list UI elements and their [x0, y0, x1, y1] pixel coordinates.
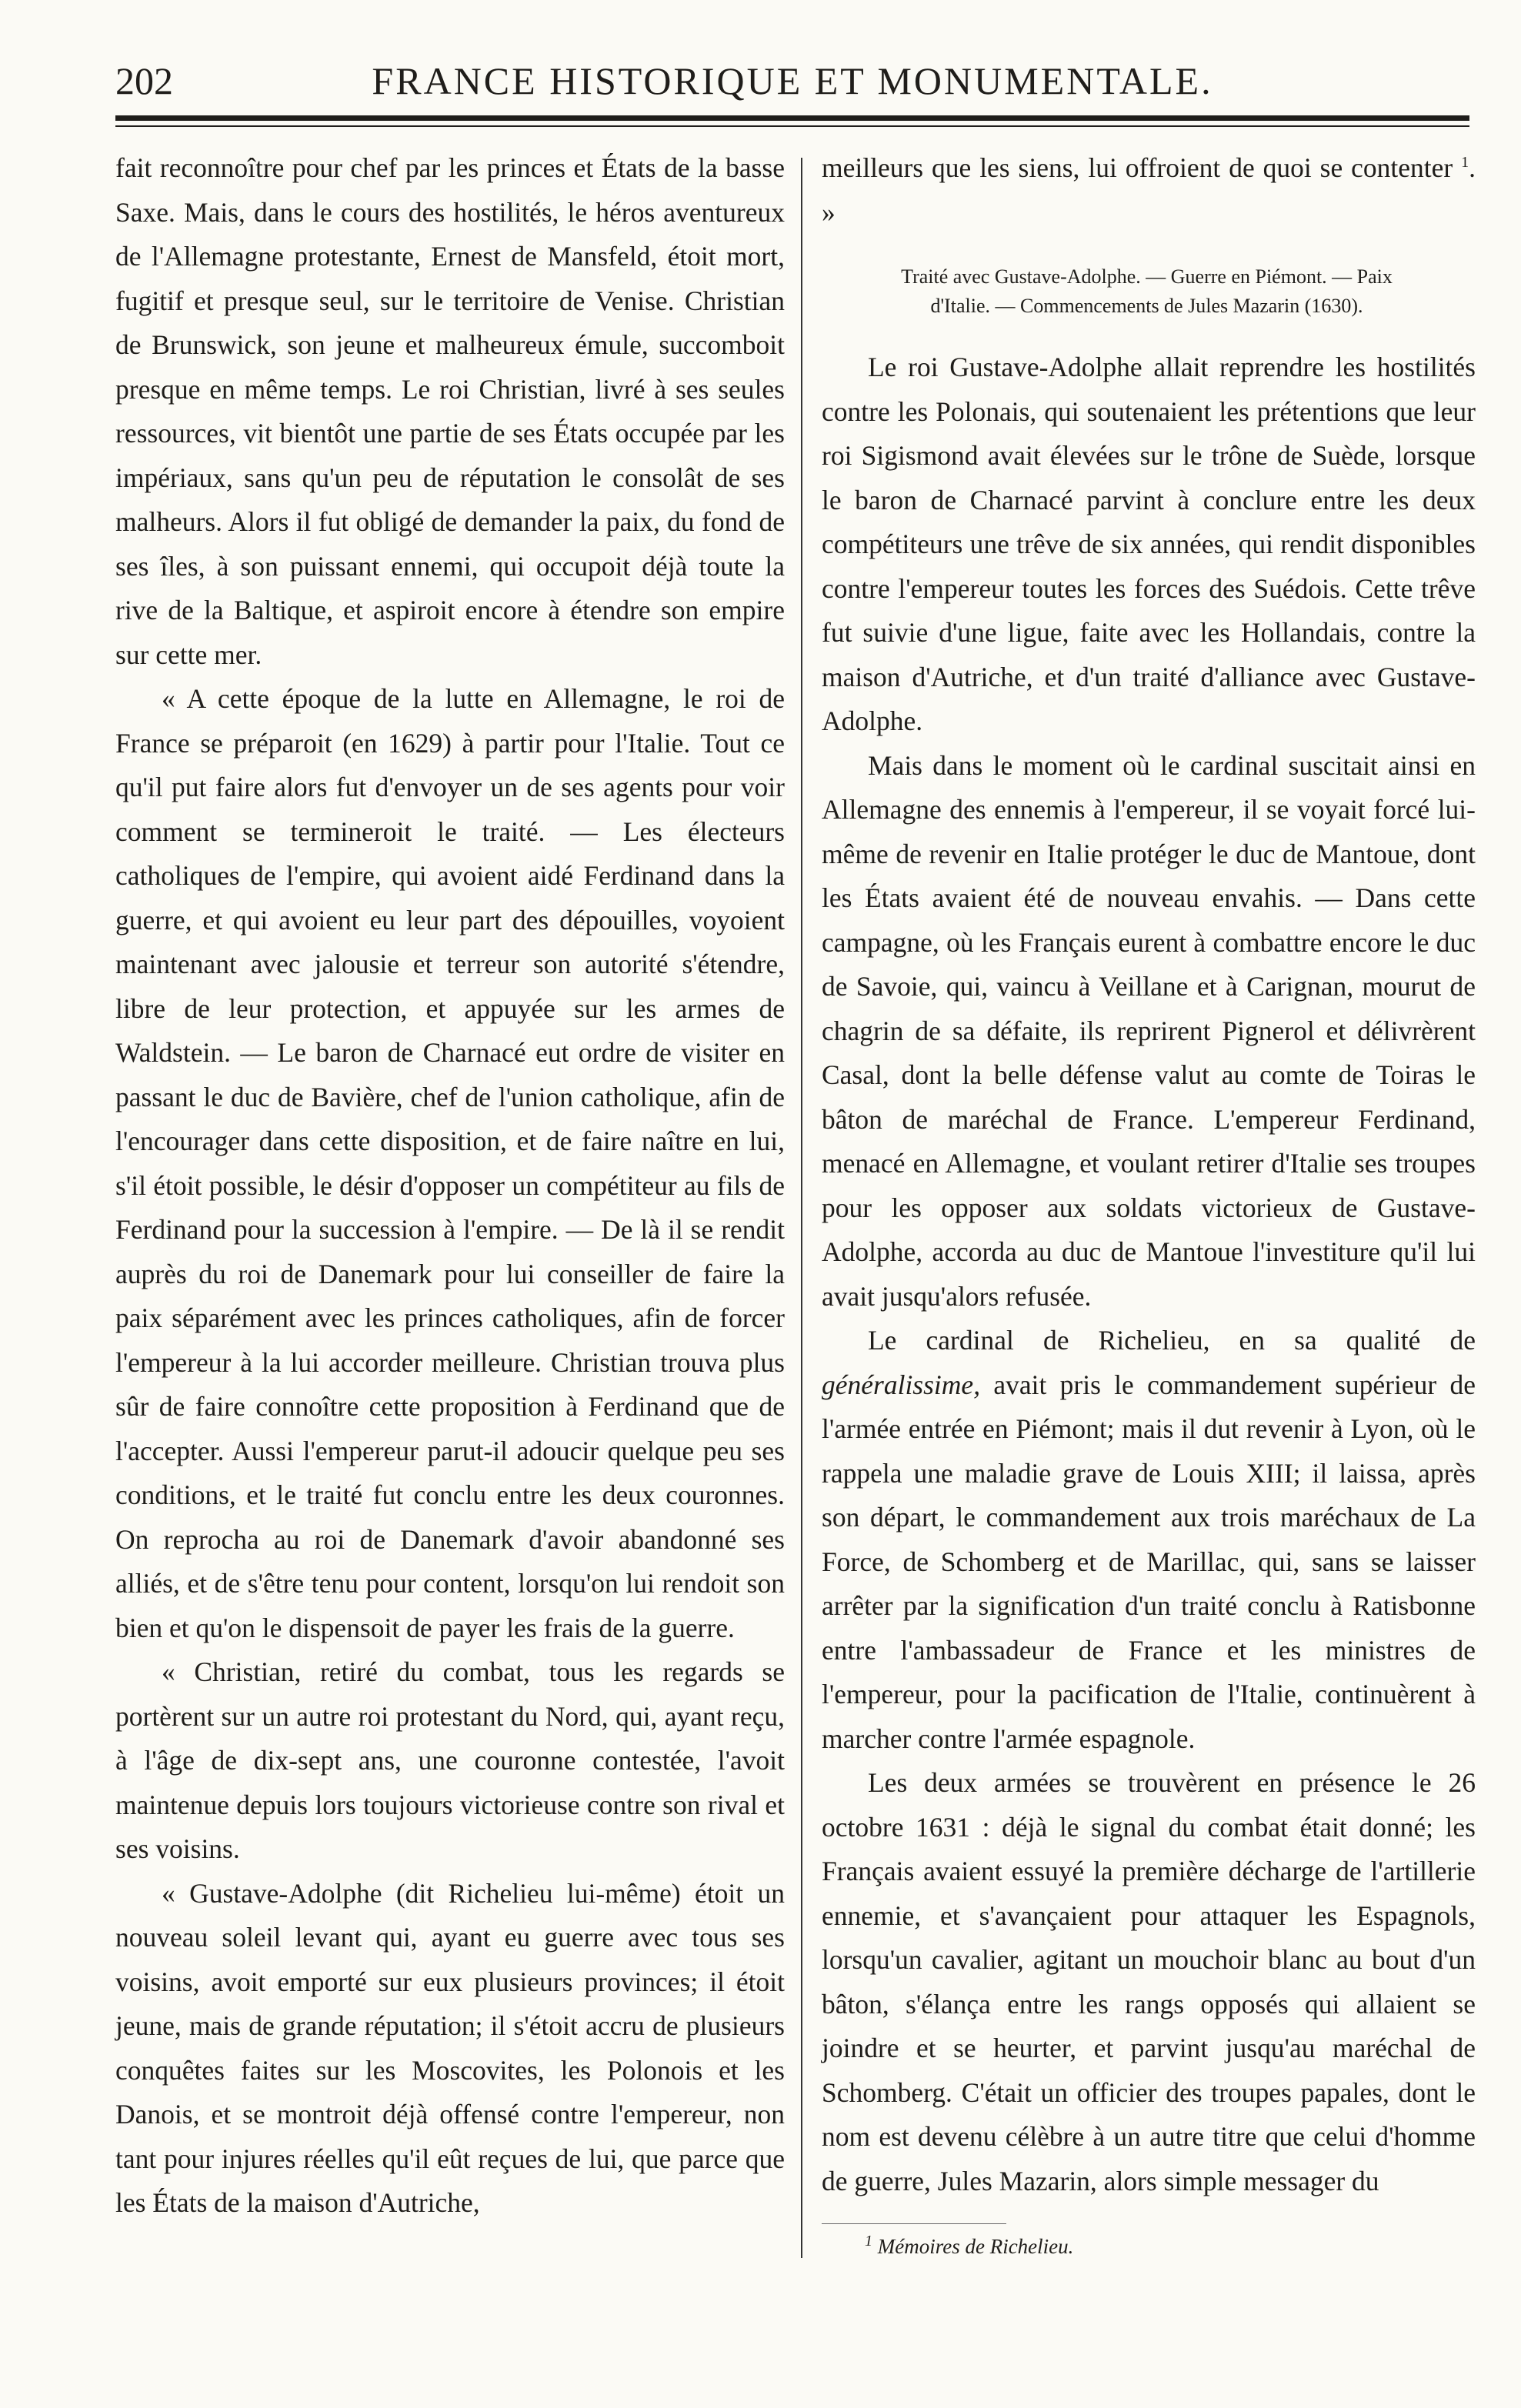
footnote-rule	[822, 2223, 1006, 2224]
page-header	[115, 46, 1469, 115]
paragraph: « A cette époque de la lutte en Allemagne, le roi de France se préparoit (en 1629) à partir pour l'Italie. Tout ce qu'il put faire alors fut d'envoyer un de ses agents pour voir comment se termineroit le traité. — Les électeurs catholiques de l'empire, qui avoient aidé Ferdinand dans la guerre, et qui avoient eu leur part des dépouilles, voyoient maintenant avec jalousie et terreur son autorité s'étendre, libre de leur protection, et appuyée sur les armes de Waldstein. — Le baron de Charnacé eut ordre de visiter en passant le duc de Bavière, chef de l'union catholique, afin de l'encourager dans cette disposition, et de faire naître en lui, s'il étoit possible, le désir d'opposer un compétiteur au fils de Ferdinand pour la succession à l'empire. — De là il se rendit auprès du roi de Danemark pour lui conseiller de faire la paix séparément avec les princes catholiques, afin de forcer l'empereur à la lui accorder meilleure. Christian trouva plus sûr de faire connoître cette proposition à Ferdinand que de l'accepter. Aussi l'empereur parut-il adoucir quelque peu ses conditions, et le traité fut conclu entre les deux couronnes. On reprocha au roi de Danemark d'avoir abandonné ses alliés, et de s'être tenu pour content, lorsqu'on lui rendoit son bien et qu'on le dispensoit de payer les frais de la guerre.	[115, 683, 785, 1643]
header-rule-thick	[115, 115, 1469, 121]
quote-continuation: meilleurs que les siens, lui offroient de quoi se contenter	[822, 152, 1453, 183]
paragraph	[822, 146, 1476, 235]
left-column	[115, 146, 785, 2226]
emphasis: généralissime,	[822, 1369, 981, 1400]
running-title: FRANCE HISTORIQUE ET MONUMENTALE.	[372, 59, 1213, 102]
right-column	[822, 146, 1476, 2203]
paragraph: « Christian, retiré du combat, tous les regards se portèrent sur un autre roi protestant du Nord, qui, ayant reçu, à l'âge de dix-sept ans, une couronne contestée, l'avoit maintenue depuis lors toujours victorieuse contre son rival et ses voisins.	[115, 1656, 785, 1864]
page-number: 202	[115, 59, 173, 102]
paragraph	[822, 1319, 1476, 1761]
paragraph: Le roi Gustave-Adolphe allait reprendre les hostilités contre les Polonais, qui soutenaient les prétentions que leur roi Sigismond avait élevées sur le trône de Suède, lorsque le baron de Charnacé parvint à conclure entre les deux compétiteurs une trêve de six années, qui rendit disponibles contre l'empereur toutes les forces des Suédois. Cette trêve fut suivie d'une ligue, faite avec les Hollandais, contre la maison d'Autriche, et d'un traité d'alliance avec Gustave-Adolphe.	[822, 352, 1476, 736]
header-rule-thin	[115, 125, 1469, 127]
footnote	[865, 2231, 1073, 2262]
column-divider	[801, 158, 802, 2258]
footnote-text: Mémoires de Richelieu.	[877, 2235, 1074, 2258]
paragraph: « Gustave-Adolphe (dit Richelieu lui-même) étoit un nouveau soleil levant qui, ayant eu guerre avec tous ses voisins, avoit emporté sur eux plusieurs provinces; il étoit jeune, mais de grande réputation; il s'étoit accru de plusieurs conquêtes faites sur les Moscovites, les Polonois et les Danois, et se montroit déjà offensé contre l'empereur, non tant pour injures réelles qu'il eût reçues de lui, que parce que les États de la maison d'Autriche,	[115, 1877, 785, 2218]
footnote-reference: 1	[1461, 154, 1469, 172]
summary-line: Traité avec Gustave-Adolphe. — Guerre en Piémont. — Paix	[901, 265, 1393, 288]
summary-line: d'Italie. — Commencements de Jules Mazarin (1630).	[930, 295, 1363, 317]
paragraph: Mais dans le moment où le cardinal suscitait ainsi en Allemagne des ennemis à l'empereur, il se voyait forcé lui-même de revenir en Italie protéger le duc de Mantoue, dont les États avaient été de nouveau envahis. — Dans cette campagne, où les Français eurent à combattre encore le duc de Savoie, qui, vaincu à Veillane et à Carignan, mourut de chagrin de sa défaite, ils reprirent Pignerol et délivrèrent Casal, dont la belle défense valut au comte de Toiras le bâton de maréchal de France. L'empereur Ferdinand, menacé en Allemagne, et voulant retirer d'Italie ses troupes pour les opposer aux soldats victorieux de Gustave-Adolphe, accorda au duc de Mantoue l'investiture qu'il lui avait jusqu'alors refusée.	[822, 749, 1476, 1312]
text-run: Le cardinal de Richelieu, en sa qualité de	[868, 1325, 1476, 1356]
footnote-marker: 1	[865, 2233, 872, 2250]
quote-close: . »	[822, 152, 1476, 228]
paragraph: Les deux armées se trouvèrent en présence le 26 octobre 1631 : déjà le signal du combat était donné; les Français avaient essuyé la première décharge de l'artillerie ennemie, et s'avançaient pour attaquer les Espagnols, lorsqu'un cavalier, agitant un mouchoir blanc au bout d'un bâton, s'élança entre les rangs opposés qui allaient se joindre et se heurter, et parvint jusqu'au maréchal de Schomberg. C'était un officier des troupes papales, dont le nom est devenu célèbre à un autre titre que celui d'homme de guerre, Jules Mazarin, alors simple messager du	[822, 1767, 1476, 2196]
section-summary	[822, 262, 1476, 321]
text-run: avait pris le commandement supérieur de l'armée entrée en Piémont; mais il dut revenir à Lyon, où le rappela une maladie grave de Louis XIII; il laissa, après son départ, le commandement aux trois maréchaux de La Force, de Schomberg et de Marillac, qui, sans se laisser arrêter par la signification d'un traité conclu à Ratisbonne entre l'ambassadeur de France et les ministres de l'empereur, pour la pacification de l'Italie, continuèrent à marcher contre l'armée espagnole.	[822, 1369, 1476, 1754]
paragraph: fait reconnoître pour chef par les princes et États de la basse Saxe. Mais, dans le cours des hostilités, le héros aventureux de l'Allemagne protestante, Ernest de Mansfeld, étoit mort, fugitif et presque seul, sur le territoire de Venise. Christian de Brunswick, son jeune et malheureux émule, succomboit presque en même temps. Le roi Christian, livré à ses seules ressources, vit bientôt une partie de ses États occupée par les impériaux, sans qu'un peu de réputation le consolât de ses malheurs. Alors il fut obligé de demander la paix, du fond de ses îles, à son puissant ennemi, qui occupoit déjà toute la rive de la Baltique, et aspiroit encore à étendre son empire sur cette mer.	[115, 152, 785, 670]
